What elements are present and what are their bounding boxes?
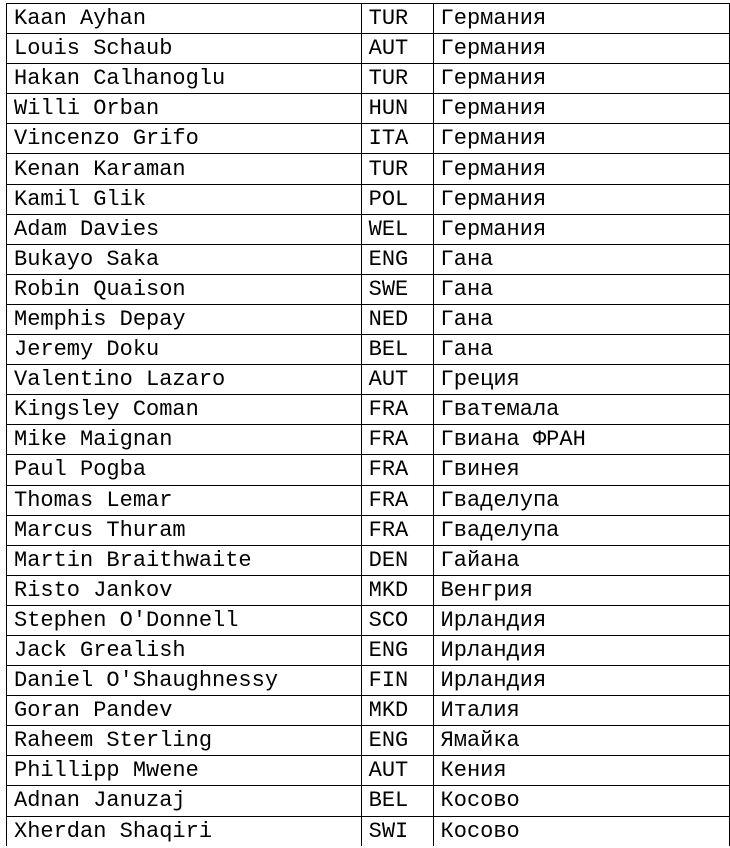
country-code-cell[interactable]: MKD (361, 696, 433, 726)
player-name-cell[interactable]: Goran Pandev (7, 696, 362, 726)
table-row[interactable] (7, 244, 730, 274)
country-code-cell[interactable]: SCO (361, 605, 433, 635)
table-row[interactable] (7, 635, 730, 665)
table-row[interactable] (7, 34, 730, 64)
table-row[interactable] (7, 395, 730, 425)
table-row[interactable] (7, 666, 730, 696)
country-code-cell[interactable]: FRA (361, 515, 433, 545)
table-row[interactable] (7, 816, 730, 846)
country-cell[interactable]: Гватемала (433, 395, 729, 425)
country-code-cell[interactable]: BEL (361, 335, 433, 365)
country-cell[interactable]: Ирландия (433, 635, 729, 665)
player-name-cell[interactable]: Xherdan Shaqiri (7, 816, 362, 846)
player-name-cell[interactable]: Risto Jankov (7, 575, 362, 605)
table-row[interactable] (7, 696, 730, 726)
country-cell[interactable]: Гвинея (433, 455, 729, 485)
country-cell[interactable]: Гана (433, 274, 729, 304)
country-cell[interactable]: Германия (433, 124, 729, 154)
country-code-cell[interactable]: BEL (361, 786, 433, 816)
country-cell[interactable]: Косово (433, 816, 729, 846)
country-code-cell[interactable]: MKD (361, 575, 433, 605)
country-code-cell[interactable]: SWI (361, 816, 433, 846)
country-code-cell[interactable]: SWE (361, 274, 433, 304)
table-row[interactable] (7, 214, 730, 244)
country-code-cell[interactable]: DEN (361, 545, 433, 575)
table-row[interactable] (7, 365, 730, 395)
country-code-cell[interactable]: TUR (361, 4, 433, 34)
player-name-cell[interactable]: Martin Braithwaite (7, 545, 362, 575)
country-cell[interactable]: Гваделупа (433, 515, 729, 545)
country-code-cell[interactable]: ENG (361, 726, 433, 756)
country-cell[interactable]: Гвиана ФРАН (433, 425, 729, 455)
table-row[interactable] (7, 726, 730, 756)
country-cell[interactable]: Ямайка (433, 726, 729, 756)
table-row[interactable] (7, 94, 730, 124)
country-code-cell[interactable]: FRA (361, 425, 433, 455)
country-cell[interactable]: Гайана (433, 545, 729, 575)
players-table (6, 3, 730, 846)
country-cell[interactable]: Ирландия (433, 666, 729, 696)
table-row[interactable] (7, 335, 730, 365)
table-row[interactable] (7, 545, 730, 575)
country-code-cell[interactable]: FRA (361, 395, 433, 425)
player-name-cell[interactable]: Willi Orban (7, 94, 362, 124)
table-row[interactable] (7, 425, 730, 455)
country-cell[interactable]: Германия (433, 34, 729, 64)
player-name-cell[interactable]: Bukayo Saka (7, 244, 362, 274)
country-code-cell[interactable]: POL (361, 184, 433, 214)
table-row[interactable] (7, 304, 730, 334)
country-code-cell[interactable]: ENG (361, 635, 433, 665)
player-name-cell[interactable]: Kaan Ayhan (7, 4, 362, 34)
country-cell[interactable]: Гана (433, 335, 729, 365)
table-row[interactable] (7, 575, 730, 605)
country-cell[interactable]: Кения (433, 756, 729, 786)
player-name-cell[interactable]: Kenan Karaman (7, 154, 362, 184)
country-cell[interactable]: Германия (433, 64, 729, 94)
country-code-cell[interactable]: NED (361, 304, 433, 334)
player-name-cell[interactable]: Raheem Sterling (7, 726, 362, 756)
player-name-cell[interactable]: Robin Quaison (7, 274, 362, 304)
country-code-cell[interactable]: TUR (361, 64, 433, 94)
country-cell[interactable]: Ирландия (433, 605, 729, 635)
table-row[interactable] (7, 605, 730, 635)
country-code-cell[interactable]: TUR (361, 154, 433, 184)
player-name-cell[interactable]: Kamil Glik (7, 184, 362, 214)
player-name-cell[interactable]: Paul Pogba (7, 455, 362, 485)
table-row[interactable] (7, 485, 730, 515)
table-row[interactable] (7, 154, 730, 184)
country-cell[interactable]: Гана (433, 304, 729, 334)
player-name-cell[interactable]: Adam Davies (7, 214, 362, 244)
player-name-cell[interactable]: Kingsley Coman (7, 395, 362, 425)
country-code-cell[interactable]: FIN (361, 666, 433, 696)
player-name-cell[interactable]: Adnan Januzaj (7, 786, 362, 816)
country-code-cell[interactable]: AUT (361, 365, 433, 395)
country-cell[interactable]: Германия (433, 154, 729, 184)
country-code-cell[interactable]: AUT (361, 34, 433, 64)
country-cell[interactable]: Германия (433, 94, 729, 124)
table-row[interactable] (7, 515, 730, 545)
table-row[interactable] (7, 64, 730, 94)
table-row[interactable] (7, 756, 730, 786)
player-name-cell[interactable]: Marcus Thuram (7, 515, 362, 545)
table-row[interactable] (7, 786, 730, 816)
table-row[interactable] (7, 124, 730, 154)
country-cell[interactable]: Греция (433, 365, 729, 395)
country-cell[interactable]: Гана (433, 244, 729, 274)
table-row[interactable] (7, 274, 730, 304)
table-row[interactable] (7, 184, 730, 214)
country-cell[interactable]: Германия (433, 4, 729, 34)
country-cell[interactable]: Германия (433, 214, 729, 244)
player-name-cell[interactable]: Vincenzo Grifo (7, 124, 362, 154)
player-name-cell[interactable]: Hakan Calhanoglu (7, 64, 362, 94)
player-name-cell[interactable]: Jack Grealish (7, 635, 362, 665)
country-cell[interactable]: Венгрия (433, 575, 729, 605)
country-code-cell[interactable]: FRA (361, 455, 433, 485)
country-code-cell[interactable]: ITA (361, 124, 433, 154)
table-row[interactable] (7, 4, 730, 34)
country-cell[interactable]: Косово (433, 786, 729, 816)
country-code-cell[interactable]: WEL (361, 214, 433, 244)
country-code-cell[interactable]: FRA (361, 485, 433, 515)
player-name-cell[interactable]: Louis Schaub (7, 34, 362, 64)
player-name-cell[interactable]: Mike Maignan (7, 425, 362, 455)
country-cell[interactable]: Гваделупа (433, 485, 729, 515)
country-cell[interactable]: Италия (433, 696, 729, 726)
player-name-cell[interactable]: Daniel O'Shaughnessy (7, 666, 362, 696)
player-name-cell[interactable]: Jeremy Doku (7, 335, 362, 365)
country-code-cell[interactable]: AUT (361, 756, 433, 786)
player-name-cell[interactable]: Thomas Lemar (7, 485, 362, 515)
country-cell[interactable]: Германия (433, 184, 729, 214)
player-name-cell[interactable]: Stephen O'Donnell (7, 605, 362, 635)
player-name-cell[interactable]: Valentino Lazaro (7, 365, 362, 395)
player-name-cell[interactable]: Phillipp Mwene (7, 756, 362, 786)
player-name-cell[interactable]: Memphis Depay (7, 304, 362, 334)
country-code-cell[interactable]: HUN (361, 94, 433, 124)
players-table-body (7, 4, 730, 846)
country-code-cell[interactable]: ENG (361, 244, 433, 274)
table-row[interactable] (7, 455, 730, 485)
